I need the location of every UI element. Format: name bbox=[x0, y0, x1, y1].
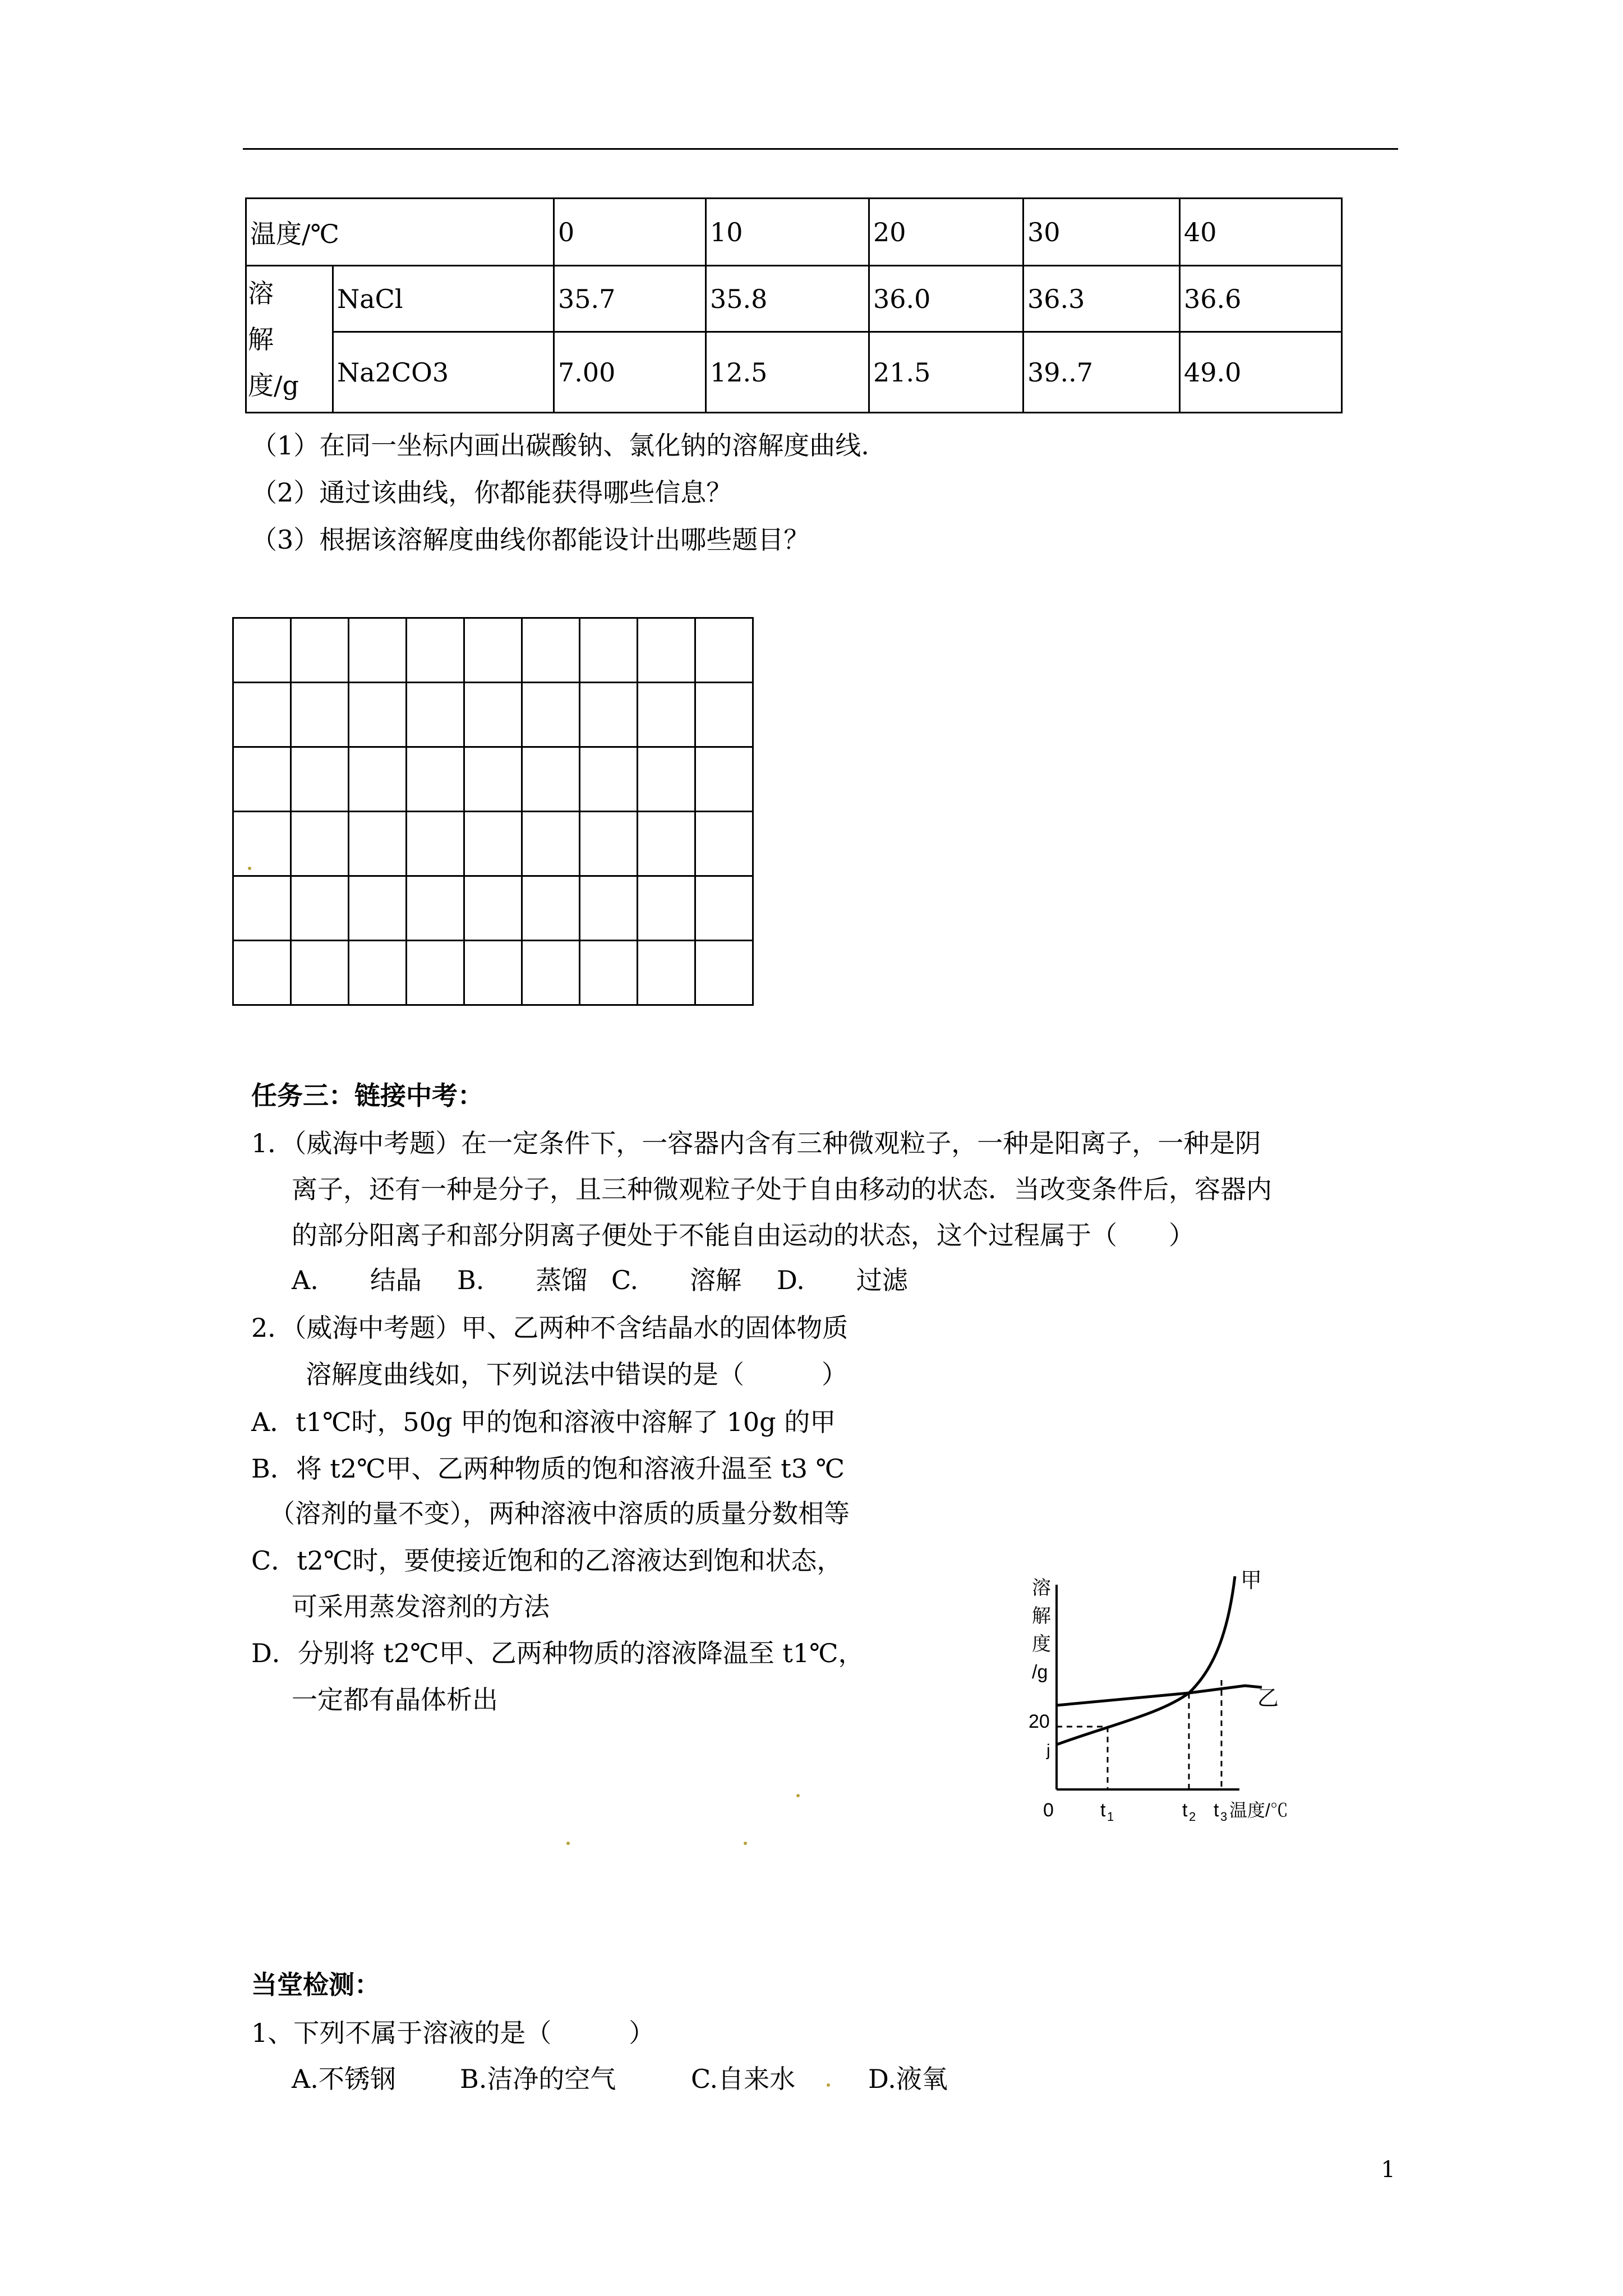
x-tick-label: t bbox=[1100, 1800, 1106, 1821]
axis-glyph: j bbox=[1046, 1741, 1050, 1760]
y-tick-label: 20 bbox=[1029, 1711, 1050, 1732]
substance-name: NaCl bbox=[333, 266, 554, 332]
side-label-char: 度/g bbox=[248, 370, 299, 401]
speck-mark bbox=[796, 1794, 800, 1797]
x-tick-sub: 2 bbox=[1189, 1810, 1196, 1824]
curve-label-jia: 甲 bbox=[1241, 1569, 1262, 1593]
solubility-side-label bbox=[246, 266, 333, 413]
blank-graph-grid bbox=[232, 617, 754, 1006]
question-1: （1）在同一坐标内画出碳酸钠、氯化钠的溶解度曲线. bbox=[251, 430, 869, 461]
page-number: 1 bbox=[1381, 2157, 1395, 2183]
header-rule bbox=[243, 148, 1398, 150]
x-tick-label: t bbox=[1214, 1800, 1219, 1821]
table-temp-cell: 0 bbox=[554, 199, 706, 266]
table-cell: 49.0 bbox=[1180, 332, 1342, 413]
curve-yi bbox=[1057, 1686, 1262, 1705]
table-cell: 39..7 bbox=[1023, 332, 1180, 413]
task3-q2-option-a: A．t1℃时，50g 甲的饱和溶液中溶解了 10g 的甲 bbox=[251, 1407, 836, 1437]
question-3: （3）根据该溶解度曲线你都能设计出哪些题目？ bbox=[251, 524, 810, 555]
task3-q1-option-a: A. 结晶 bbox=[292, 1265, 422, 1295]
table-cell: 35.7 bbox=[554, 266, 706, 332]
table-cell: 36.6 bbox=[1180, 266, 1342, 332]
table-row bbox=[246, 266, 1342, 332]
task3-q2-line: 2．（威海中考题）甲、乙两种不含结晶水的固体物质 bbox=[251, 1313, 849, 1343]
curve-jia bbox=[1057, 1576, 1235, 1745]
task3-q2-option-c: C．t2℃时，要使接近饱和的乙溶液达到饱和状态， bbox=[251, 1545, 843, 1576]
task3-q1-option-c: C. 溶解 bbox=[611, 1265, 742, 1295]
task3-q1-line: 1．（威海中考题）在一定条件下，一容器内含有三种微观粒子，一种是阳离子，一种是阴 bbox=[251, 1128, 1261, 1158]
table-cell: 7.00 bbox=[554, 332, 706, 413]
x-tick-label: t bbox=[1182, 1800, 1188, 1821]
check-option-c: C.自来水 bbox=[691, 2064, 796, 2094]
table-cell: 36.0 bbox=[869, 266, 1023, 332]
speck-mark bbox=[248, 867, 251, 870]
side-label-char: 解 bbox=[248, 324, 274, 355]
y-axis-label-char: /g bbox=[1032, 1662, 1048, 1683]
y-axis-label-char: 溶 bbox=[1032, 1577, 1051, 1599]
task3-q1-line: 离子，还有一种是分子，且三种微观粒子处于自由移动的状态．当改变条件后，容器内 bbox=[292, 1174, 1272, 1204]
speck-mark bbox=[744, 1842, 747, 1845]
x-tick-sub: 1 bbox=[1107, 1810, 1114, 1824]
table-row bbox=[246, 332, 1342, 413]
y-axis-label-char: 度 bbox=[1032, 1634, 1051, 1655]
y-axis-label-char: 解 bbox=[1032, 1605, 1051, 1627]
task3-q1-option-d: D. 过滤 bbox=[777, 1265, 908, 1295]
table-cell: 35.8 bbox=[706, 266, 869, 332]
check-q1: 1、下列不属于溶液的是（ ） bbox=[251, 2018, 655, 2048]
table-temp-cell: 30 bbox=[1023, 199, 1180, 266]
task3-q2-option-d: D．分别将 t2℃甲、乙两种物质的溶液降温至 t1℃， bbox=[251, 1638, 864, 1668]
origin-label: 0 bbox=[1043, 1800, 1054, 1821]
task3-q2-option-b: B．将 t2℃甲、乙两种物质的饱和溶液升温至 t3 ℃ bbox=[251, 1453, 845, 1484]
table-temp-cell: 10 bbox=[706, 199, 869, 266]
table-cell: 21.5 bbox=[869, 332, 1023, 413]
task3-q2-option-c-cont: 可采用蒸发溶剂的方法 bbox=[292, 1591, 550, 1622]
speck-mark bbox=[827, 2083, 830, 2087]
question-2: （2）通过该曲线，你都能获得哪些信息？ bbox=[251, 477, 732, 508]
task3-title: 任务三：链接中考： bbox=[251, 1080, 483, 1111]
table-cell: 36.3 bbox=[1023, 266, 1180, 332]
table-temp-cell: 20 bbox=[869, 199, 1023, 266]
solubility-curve-figure bbox=[998, 1554, 1312, 1857]
substance-name: Na2CO3 bbox=[333, 332, 554, 413]
speck-mark bbox=[566, 1842, 570, 1845]
x-axis-label: 温度/℃ bbox=[1229, 1800, 1288, 1820]
task3-q1-option-b: B. 蒸馏 bbox=[457, 1265, 588, 1295]
check-title: 当堂检测： bbox=[251, 1970, 380, 2000]
table-cell: 12.5 bbox=[706, 332, 869, 413]
table-header-row bbox=[246, 199, 1342, 266]
task3-q2-option-d-cont: 一定都有晶体析出 bbox=[292, 1685, 498, 1715]
check-option-d: D.液氧 bbox=[868, 2064, 948, 2094]
solubility-table bbox=[245, 197, 1343, 413]
task3-q2-line: 溶解度曲线如，下列说法中错误的是（ ） bbox=[306, 1359, 847, 1389]
check-option-b: B.洁净的空气 bbox=[460, 2064, 616, 2094]
x-tick-sub: 3 bbox=[1220, 1810, 1228, 1824]
task3-q1-line: 的部分阳离子和部分阴离子便处于不能自由运动的状态，这个过程属于（ ） bbox=[292, 1220, 1195, 1250]
side-label-char: 溶 bbox=[248, 278, 274, 309]
task3-q2-option-b-cont: （溶剂的量不变），两种溶液中溶质的质量分数相等 bbox=[269, 1498, 850, 1529]
table-temp-cell: 40 bbox=[1180, 199, 1342, 266]
table-header-label: 温度/℃ bbox=[246, 199, 554, 266]
curve-label-yi: 乙 bbox=[1257, 1687, 1279, 1710]
check-option-a: A.不锈钢 bbox=[292, 2064, 396, 2094]
